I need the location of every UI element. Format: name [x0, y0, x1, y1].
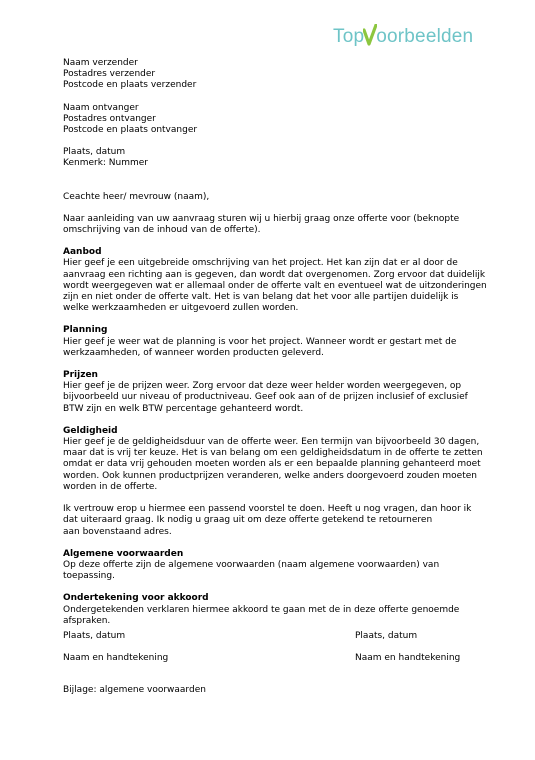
attachment-note: Bijlage: algemene voorwaarden — [63, 685, 206, 695]
section-line: omdat er data vrij gehouden moeten worden als er een bepaalde planning gehanteerd moet — [63, 459, 481, 470]
sender-name: Naam verzender — [63, 58, 138, 68]
signature-right-place-date: Plaats, datum — [355, 631, 418, 641]
section-line: Op deze offerte zijn de algemene voorwaarden (naam algemene voorwaarden) van — [63, 559, 440, 570]
section-line: Hier geef je een uitgebreide omschrijving van het project. Het kan zijn dat er al door de — [63, 258, 458, 269]
section-line: Hier geef je weer wat de planning is voor het project. Wanneer wordt er gestart met de — [63, 336, 457, 347]
signature-right-name: Naam en handtekening — [355, 653, 461, 663]
recipient-postcode-city: Postcode en plaats ontvanger — [63, 125, 198, 136]
intro-line: omschrijving van de inhoud van de offerte). — [63, 225, 261, 236]
logo-text-oorbeelden: oorbeelden — [376, 26, 474, 47]
closing-line: Ik vertrouw erop u hiermee een passend voorstel te doen. Heeft u nog vragen, dan hoor ik — [63, 504, 472, 515]
section-line: welke werkzaamheden er uitgevoerd zullen worden. — [63, 303, 299, 314]
closing-line: dat uiteraard graag. Ik nodig u graag uit om deze offerte getekend te retourneren — [63, 515, 433, 526]
sender-postcode-city: Postcode en plaats verzender — [63, 80, 197, 91]
sender-address: Postadres verzender — [63, 69, 156, 80]
section-heading-prijzen: Prijzen — [63, 370, 98, 381]
place-date: Plaats, datum — [63, 147, 126, 158]
section-line: toepassing. — [63, 571, 115, 582]
section-line: zijn en niet onder de offerte valt. Het is van belang dat het voor alle partijen duidelijk is — [63, 292, 459, 303]
section-line: worden in de offerte. — [63, 481, 158, 492]
signature-left-name: Naam en handtekening — [63, 653, 169, 663]
section-line: BTW zijn en welk BTW percentage gehanteerd wordt. — [63, 403, 304, 414]
recipient-address: Postadres ontvanger — [63, 113, 156, 124]
reference: Kenmerk: Nummer — [63, 158, 149, 169]
section-heading-ondertekening: Ondertekening voor akkoord — [63, 593, 209, 604]
section-line: afspraken. — [63, 615, 111, 626]
section-heading-aanbod: Aanbod — [63, 247, 102, 258]
section-line: worden. Ook kunnen productprijzen veranderen, welke anders doorgevoerd zouden moeten — [63, 470, 477, 481]
intro-line: Naar aanleiding van uw aanvraag sturen wij u hierbij graag onze offerte voor (beknopte — [63, 213, 460, 224]
section-line: Hier geef je de geldigheidsduur van de offerte weer. Een termijn van bijvoorbeeld 30 dagen, — [63, 437, 480, 448]
section-line: bijvoorbeeld uur niveau of productniveau. Geef ook aan of de prijzen inclusief of exclusief — [63, 392, 468, 403]
section-line: aanvraag een richting aan is gegeven, dan wordt dat overgenomen. Zorg ervoor dat duidelijk — [63, 269, 486, 280]
section-line: Ondergetekenden verklaren hiermee akkoord te gaan met de in deze offerte genoemde — [63, 604, 460, 615]
logo-text-top: Top — [333, 26, 365, 47]
closing-line: aan bovenstaand adres. — [63, 526, 172, 537]
recipient-name: Naam ontvanger — [63, 102, 139, 113]
section-heading-planning: Planning — [63, 325, 108, 336]
salutation: Ceachte heer/ mevrouw (naam), — [63, 191, 210, 202]
section-line: maar dat is vrij ter keuze. Het is van belang om een geldigheidsdatum in de offerte te zetten — [63, 448, 483, 459]
topvoorbeelden-logo[interactable] — [333, 24, 473, 54]
letter-body — [63, 58, 487, 627]
section-heading-algemene-voorwaarden: Algemene voorwaarden — [63, 548, 184, 559]
section-line: wordt weergegeven wat er allemaal onder de offerte valt en eventueel wat de uitzonderingen — [63, 280, 487, 291]
section-line: Hier geef je de prijzen weer. Zorg ervoor dat deze weer helder worden weergegeven, op — [63, 381, 462, 392]
signature-left-place-date: Plaats, datum — [63, 631, 126, 641]
section-line: werkzaamheden, of wanneer worden producten geleverd. — [63, 347, 324, 358]
section-heading-geldigheid: Geldigheid — [63, 425, 118, 436]
